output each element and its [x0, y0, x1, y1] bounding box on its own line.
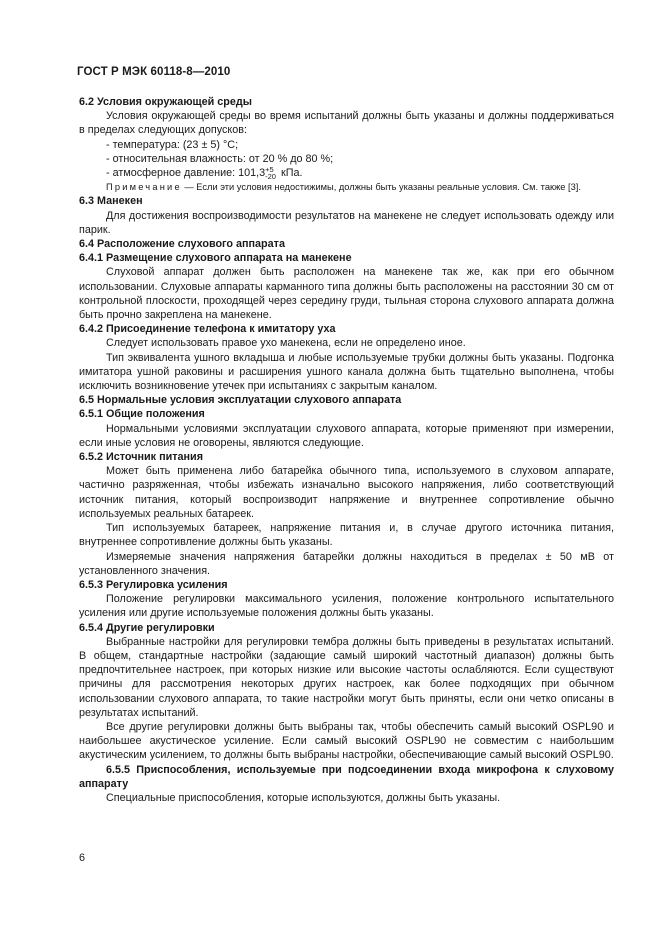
paragraph: Следует использовать правое ухо манекена, если не определено иное.: [106, 337, 466, 350]
document-body: [79, 95, 614, 805]
list-item: - относительная влажность: от 20 % до 80 %;: [106, 152, 614, 166]
section-heading-6-5-5: 6.5.5 Приспособления, используемые при подсоединении входа микрофона к слуховому аппарату: [79, 763, 614, 790]
section-heading-6-5-1: 6.5.1 Общие положения: [79, 408, 205, 421]
paragraph: Выбранные настройки для регулировки тембра должны быть приведены в результатах испытаний. В общем, стандартные настройки (задающие самый широкий частотный диапазон) должны быть предпочтительнее настроек, при которых низкие или высокие частоты ослабляются. Если существуют причины для рассмотрения некоторых других настроек, как более подходящих при обычном использовании слухового аппарата, то такие настройки могут быть приняты, если они четко описаны в результатах испытаний.: [79, 635, 614, 719]
paragraph: Слуховой аппарат должен быть расположен на манекене так же, как при его обычном использовании. Слуховые аппараты карманного типа должны быть расположены на расстоянии 30 см от контрольной плоскости, проходящей через середину груди, тыльная сторона слухового аппарата должна быть прочно закреплена на манекене.: [79, 266, 614, 322]
section-heading-6-4: 6.4 Расположение слухового аппарата: [79, 238, 285, 251]
pressure-label: атмосферное давление: 101,3: [112, 167, 266, 180]
paragraph: Положение регулировки максимального усиления, положение контрольного испытательного усиления или другие используемые положения должны быть указаны.: [79, 593, 614, 620]
section-heading-6-5-4: 6.5.4 Другие регулировки: [79, 621, 215, 634]
paragraph: Тип эквивалента ушного вкладыша и любые используемые трубки должны быть указаны. Подгонка имитатора ушной раковины и расширения ушного канала должна быть тщательно выполнена, чтобы исключить возникновение утечек при испытаниях с закрытым каналом.: [79, 351, 614, 393]
page-number: 6: [79, 852, 86, 864]
paragraph: Условия окружающей среды во время испытаний должны быть указаны и должны поддерживаться в пределах следующих допусков:: [79, 110, 614, 137]
paragraph: Для достижения воспроизводимости результатов на манекене не следует использовать одежду или парик.: [79, 209, 614, 236]
list-item: [106, 166, 614, 180]
paragraph: Может быть применена либо батарейка обычного типа, используемого в слуховом аппарате, частично разряженная, чтобы избежать изначально высокого напряжения, либо соответствующий источник питания, который воспроизводит напряжение и внутреннее сопротивление обычно используемых реальных батареек.: [79, 465, 614, 520]
paragraph: Тип используемых батареек, напряжение питания и, в случае другого источника питания, внутреннее сопротивление должны быть указаны.: [79, 522, 614, 549]
conditions-list: [79, 138, 614, 181]
note-label: Примечание: [106, 182, 182, 193]
section-heading-6-5-3: 6.5.3 Регулировка усиления: [79, 578, 228, 591]
section-heading-6-5-2: 6.5.2 Источник питания: [79, 451, 203, 464]
section-heading-6-4-1: 6.4.1 Размещение слухового аппарата на манекене: [79, 252, 352, 265]
document-header: ГОСТ Р МЭК 60118-8—2010: [77, 66, 231, 78]
paragraph: Специальные приспособления, которые используются, должны быть указаны.: [106, 791, 501, 804]
pressure-tolerance: [265, 166, 276, 180]
note-text: — Если эти условия недостижимы, должны быть указаны реальные условия. См. также [3].: [181, 182, 581, 193]
tolerance-lower: -20: [265, 172, 276, 182]
section-heading-6-4-2: 6.4.2 Присоединение телефона к имитатору уха: [79, 323, 336, 336]
pressure-unit: кПа.: [280, 167, 303, 180]
section-heading-6-2: 6.2 Условия окружающей среды: [79, 96, 252, 108]
paragraph: Измеряемые значения напряжения батарейки должны находиться в пределах ± 50 мВ от установленного значения.: [79, 550, 614, 577]
tolerance-upper: +5: [265, 165, 274, 175]
section-heading-6-5: 6.5 Нормальные условия эксплуатации слухового аппарата: [79, 394, 402, 407]
paragraph: Нормальными условиями эксплуатации слухового аппарата, которые применяют при измерении, если иные условия не оговорены, являются следующие.: [79, 422, 614, 449]
note: [79, 180, 614, 194]
list-item: - температура: (23 ± 5) °С;: [106, 138, 614, 152]
paragraph: Все другие регулировки должны быть выбраны так, чтобы обеспечить самый высокий OSPL90 и наибольшее акустическое усиление. Если самый высокий OSPL90 не совместим с наибольшим акустическим усилением, то должны быть выбраны настройки, обеспечивающие самый высокий OSPL90.: [79, 720, 614, 762]
section-heading-6-3: 6.3 Манекен: [79, 195, 143, 208]
